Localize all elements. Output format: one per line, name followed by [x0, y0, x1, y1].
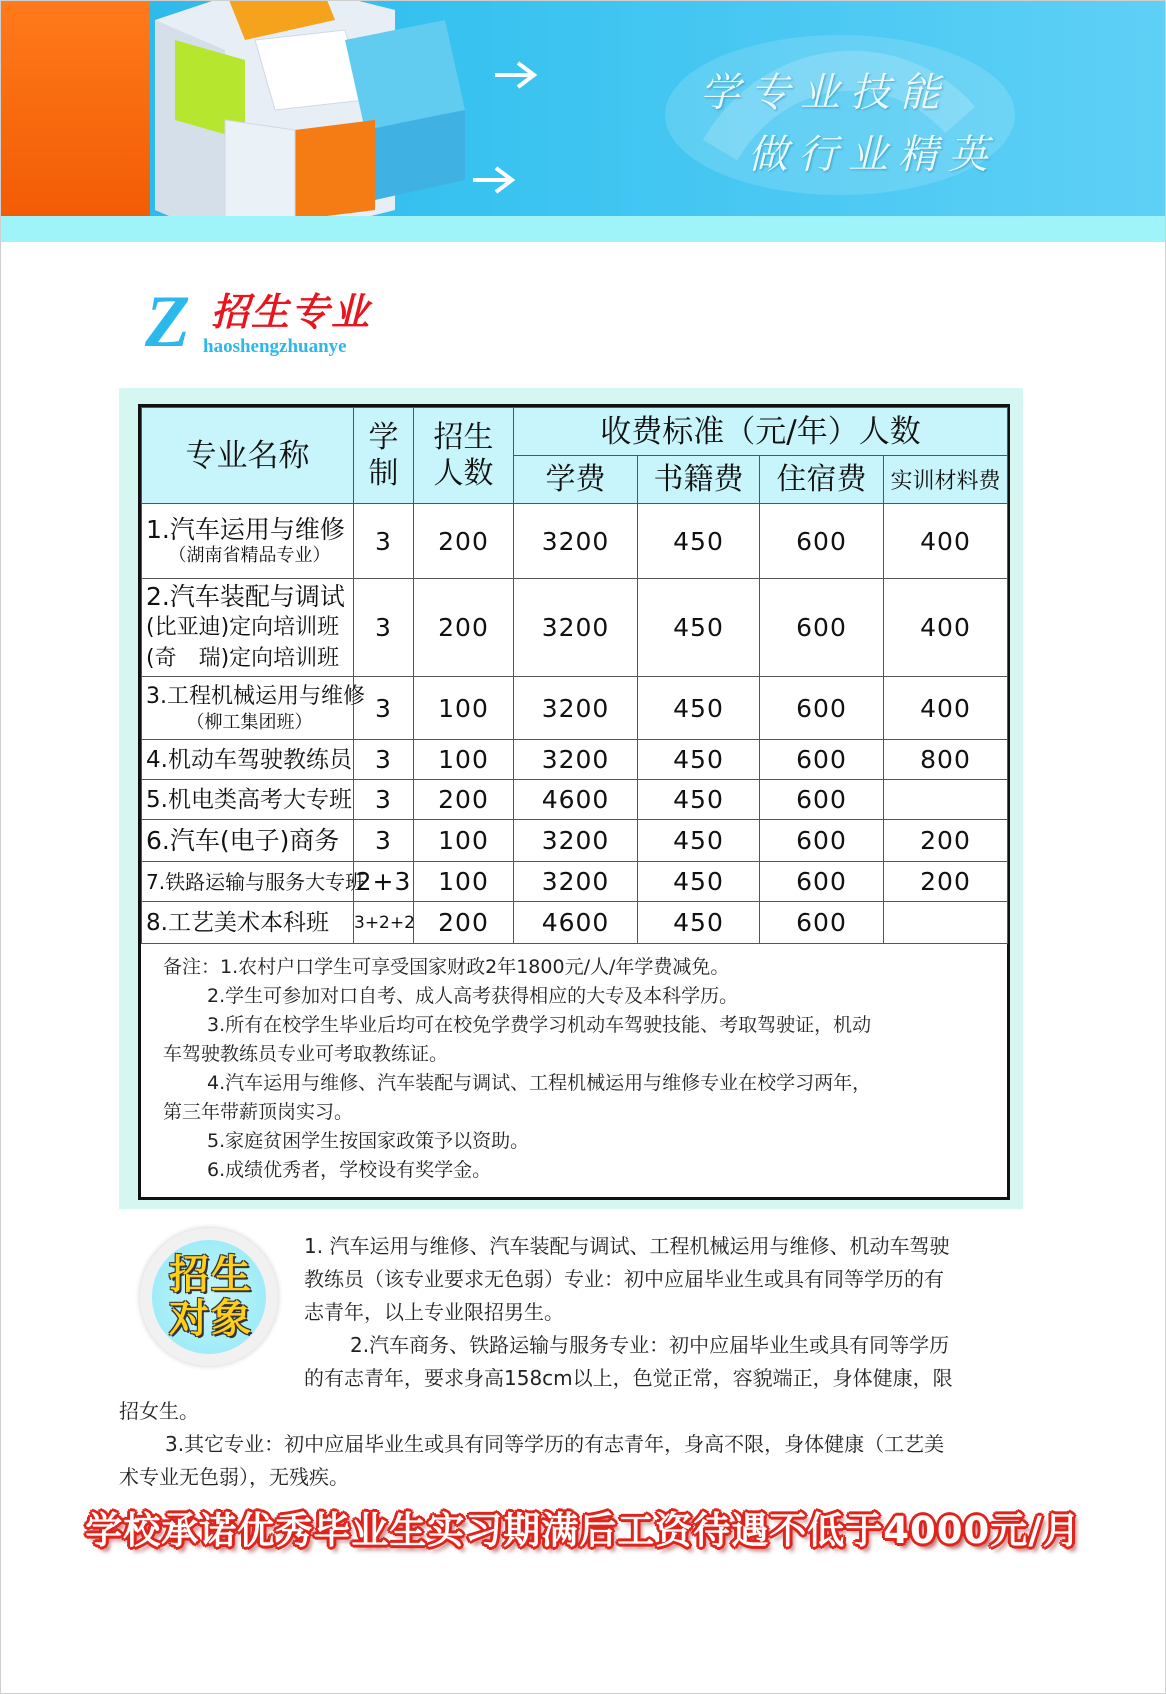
header-banner	[0, 0, 1166, 216]
cell-quota: 200	[414, 579, 514, 677]
section-pinyin: haoshengzhuanye	[203, 336, 347, 357]
cell-quota: 100	[414, 677, 514, 740]
cell-books: 450	[638, 862, 760, 902]
cell-materials	[884, 780, 1008, 820]
cell-dorm: 600	[760, 780, 884, 820]
row-name: 5.机电类高考大专班	[142, 780, 354, 820]
header-tuition: 学费	[514, 456, 638, 504]
note-line: 车驾驶教练员专业可考取教练证。	[163, 1043, 449, 1065]
slogan-line-2: 做行业精英	[748, 132, 998, 178]
note-line: 5.家庭贫困学生按国家政策予以资助。	[207, 1130, 530, 1152]
cell-materials: 200	[884, 820, 1008, 862]
cell-dorm: 600	[760, 740, 884, 780]
cell-dorm: 600	[760, 579, 884, 677]
cell-quota: 100	[414, 820, 514, 862]
header-quota	[414, 408, 514, 504]
cell-tuition: 3200	[514, 504, 638, 579]
cell-dorm: 600	[760, 902, 884, 944]
cell-quota: 100	[414, 862, 514, 902]
note-line: 3.所有在校学生毕业后均可在校免学费学习机动车驾驶技能、考取驾驶证，机动	[207, 1014, 872, 1036]
table-row	[142, 740, 1008, 780]
cell-quota: 100	[414, 740, 514, 780]
cell-materials: 800	[884, 740, 1008, 780]
cell-books: 450	[638, 740, 760, 780]
row-name: 8.工艺美术本科班	[142, 902, 354, 944]
cell-books: 450	[638, 677, 760, 740]
note-line: 4.汽车运用与维修、汽车装配与调试、工程机械运用与维修专业在校学习两年，	[207, 1072, 872, 1094]
cell-duration: 3	[354, 780, 414, 820]
cell-materials: 400	[884, 677, 1008, 740]
table-row	[142, 902, 1008, 944]
cell-tuition: 3200	[514, 862, 638, 902]
row-name: 6.汽车(电子)商务	[142, 820, 354, 862]
header-materials: 实训材料费	[884, 456, 1008, 504]
row-name-sub: (比亚迪)定向培训班	[146, 614, 340, 640]
cell-tuition: 3200	[514, 740, 638, 780]
fee-table	[141, 407, 1008, 944]
cell-books: 450	[638, 504, 760, 579]
row-name-main: 1.汽车运用与维修	[146, 515, 345, 544]
enroll-line: 的有志青年，要求身高158cm以上，色觉正常，容貌端正，身体健康，限	[304, 1366, 953, 1390]
enroll-line: 招女生。	[119, 1399, 199, 1423]
row-name	[142, 504, 354, 579]
enroll-line: 术专业无色弱），无残疾。	[119, 1465, 349, 1489]
cell-duration: 3+2+2	[354, 902, 414, 944]
cell-quota: 200	[414, 902, 514, 944]
row-name	[142, 579, 354, 677]
header-name: 专业名称	[142, 408, 354, 504]
banner-slogan	[700, 62, 998, 186]
cell-duration: 3	[354, 579, 414, 677]
row-name: 4.机动车驾驶教练员	[142, 740, 354, 780]
row-name-sub: （柳工集团班）	[186, 712, 313, 733]
cube-graphic	[95, 0, 495, 216]
cell-duration: 3	[354, 504, 414, 579]
cell-dorm: 600	[760, 862, 884, 902]
cell-tuition: 3200	[514, 579, 638, 677]
cell-tuition: 4600	[514, 780, 638, 820]
enroll-line: 2.汽车商务、铁路运输与服务专业：初中应届毕业生或具有同等学历	[350, 1333, 950, 1357]
promise-banner: 学校承诺优秀毕业生实习期满后工资待遇不低于4000元/月	[85, 1509, 1081, 1552]
cell-duration: 3	[354, 677, 414, 740]
row-name-main: 3.工程机械运用与维修	[146, 684, 365, 709]
note-line: 备注：1.农村户口学生可享受国家财政2年1800元/人/年学费减免。	[163, 956, 730, 978]
section-letter: Z	[145, 281, 191, 363]
section-title	[145, 281, 405, 363]
slogan-line-1: 学专业技能	[700, 70, 950, 116]
enroll-line: 志青年，以上专业限招男生。	[304, 1300, 564, 1324]
note-line: 2.学生可参加对口自考、成人高考获得相应的大专及本科学历。	[207, 985, 739, 1007]
cell-tuition: 4600	[514, 902, 638, 944]
cell-duration: 2+3	[354, 862, 414, 902]
cell-tuition: 3200	[514, 820, 638, 862]
cell-materials: 200	[884, 862, 1008, 902]
cell-dorm: 600	[760, 504, 884, 579]
header-duration-line2: 制	[368, 455, 399, 491]
header-quota-line1: 招生	[433, 419, 494, 455]
cell-quota: 200	[414, 504, 514, 579]
cell-books: 450	[638, 579, 760, 677]
note-line: 第三年带薪顶岗实习。	[163, 1101, 354, 1123]
row-name: 7.铁路运输与服务大专班	[142, 862, 354, 902]
cell-materials: 400	[884, 504, 1008, 579]
section-title-text: 招生专业	[211, 290, 372, 334]
header-dorm: 住宿费	[760, 456, 884, 504]
cell-duration: 3	[354, 820, 414, 862]
cell-books: 450	[638, 820, 760, 862]
table-row	[142, 820, 1008, 862]
table-row	[142, 579, 1008, 677]
table-row	[142, 862, 1008, 902]
row-name-main: 2.汽车装配与调试	[146, 581, 345, 611]
header-books: 书籍费	[638, 456, 760, 504]
cell-materials	[884, 902, 1008, 944]
table-notes	[141, 947, 1007, 1197]
header-duration	[354, 408, 414, 504]
enroll-badge-text	[166, 1253, 256, 1341]
table-row	[142, 504, 1008, 579]
header-duration-line1: 学	[368, 419, 399, 455]
enroll-line: 教练员（该专业要求无色弱）专业：初中应届毕业生或具有同等学历的有	[304, 1267, 944, 1291]
cell-duration: 3	[354, 740, 414, 780]
header-fees-group: 收费标准（元/年）人数	[514, 408, 1008, 456]
badge-line-1: 招生	[169, 1252, 253, 1298]
cell-books: 450	[638, 780, 760, 820]
row-name-sub: （湖南省精品专业）	[168, 545, 331, 566]
cell-materials: 400	[884, 579, 1008, 677]
cell-dorm: 600	[760, 820, 884, 862]
table-row	[142, 780, 1008, 820]
note-line: 6.成绩优秀者，学校设有奖学金。	[207, 1159, 492, 1181]
enroll-line: 1. 汽车运用与维修、汽车装配与调试、工程机械运用与维修、机动车驾驶	[304, 1234, 950, 1258]
row-name	[142, 677, 365, 740]
badge-line-2: 对象	[169, 1296, 253, 1342]
table-row	[142, 677, 1008, 740]
cell-dorm: 600	[760, 677, 884, 740]
arrow-icon	[468, 160, 528, 200]
arrow-icon	[490, 55, 550, 95]
banner-bottom-strip	[0, 216, 1166, 242]
cell-quota: 200	[414, 780, 514, 820]
enroll-line: 3.其它专业：初中应届毕业生或具有同等学历的有志青年，身高不限，身体健康（工艺美	[165, 1432, 945, 1456]
cell-books: 450	[638, 902, 760, 944]
fee-table-panel	[138, 404, 1010, 1200]
header-quota-line2: 人数	[433, 455, 494, 491]
cell-tuition: 3200	[514, 677, 638, 740]
row-name-sub2: (奇 瑞)定向培训班	[146, 645, 340, 671]
